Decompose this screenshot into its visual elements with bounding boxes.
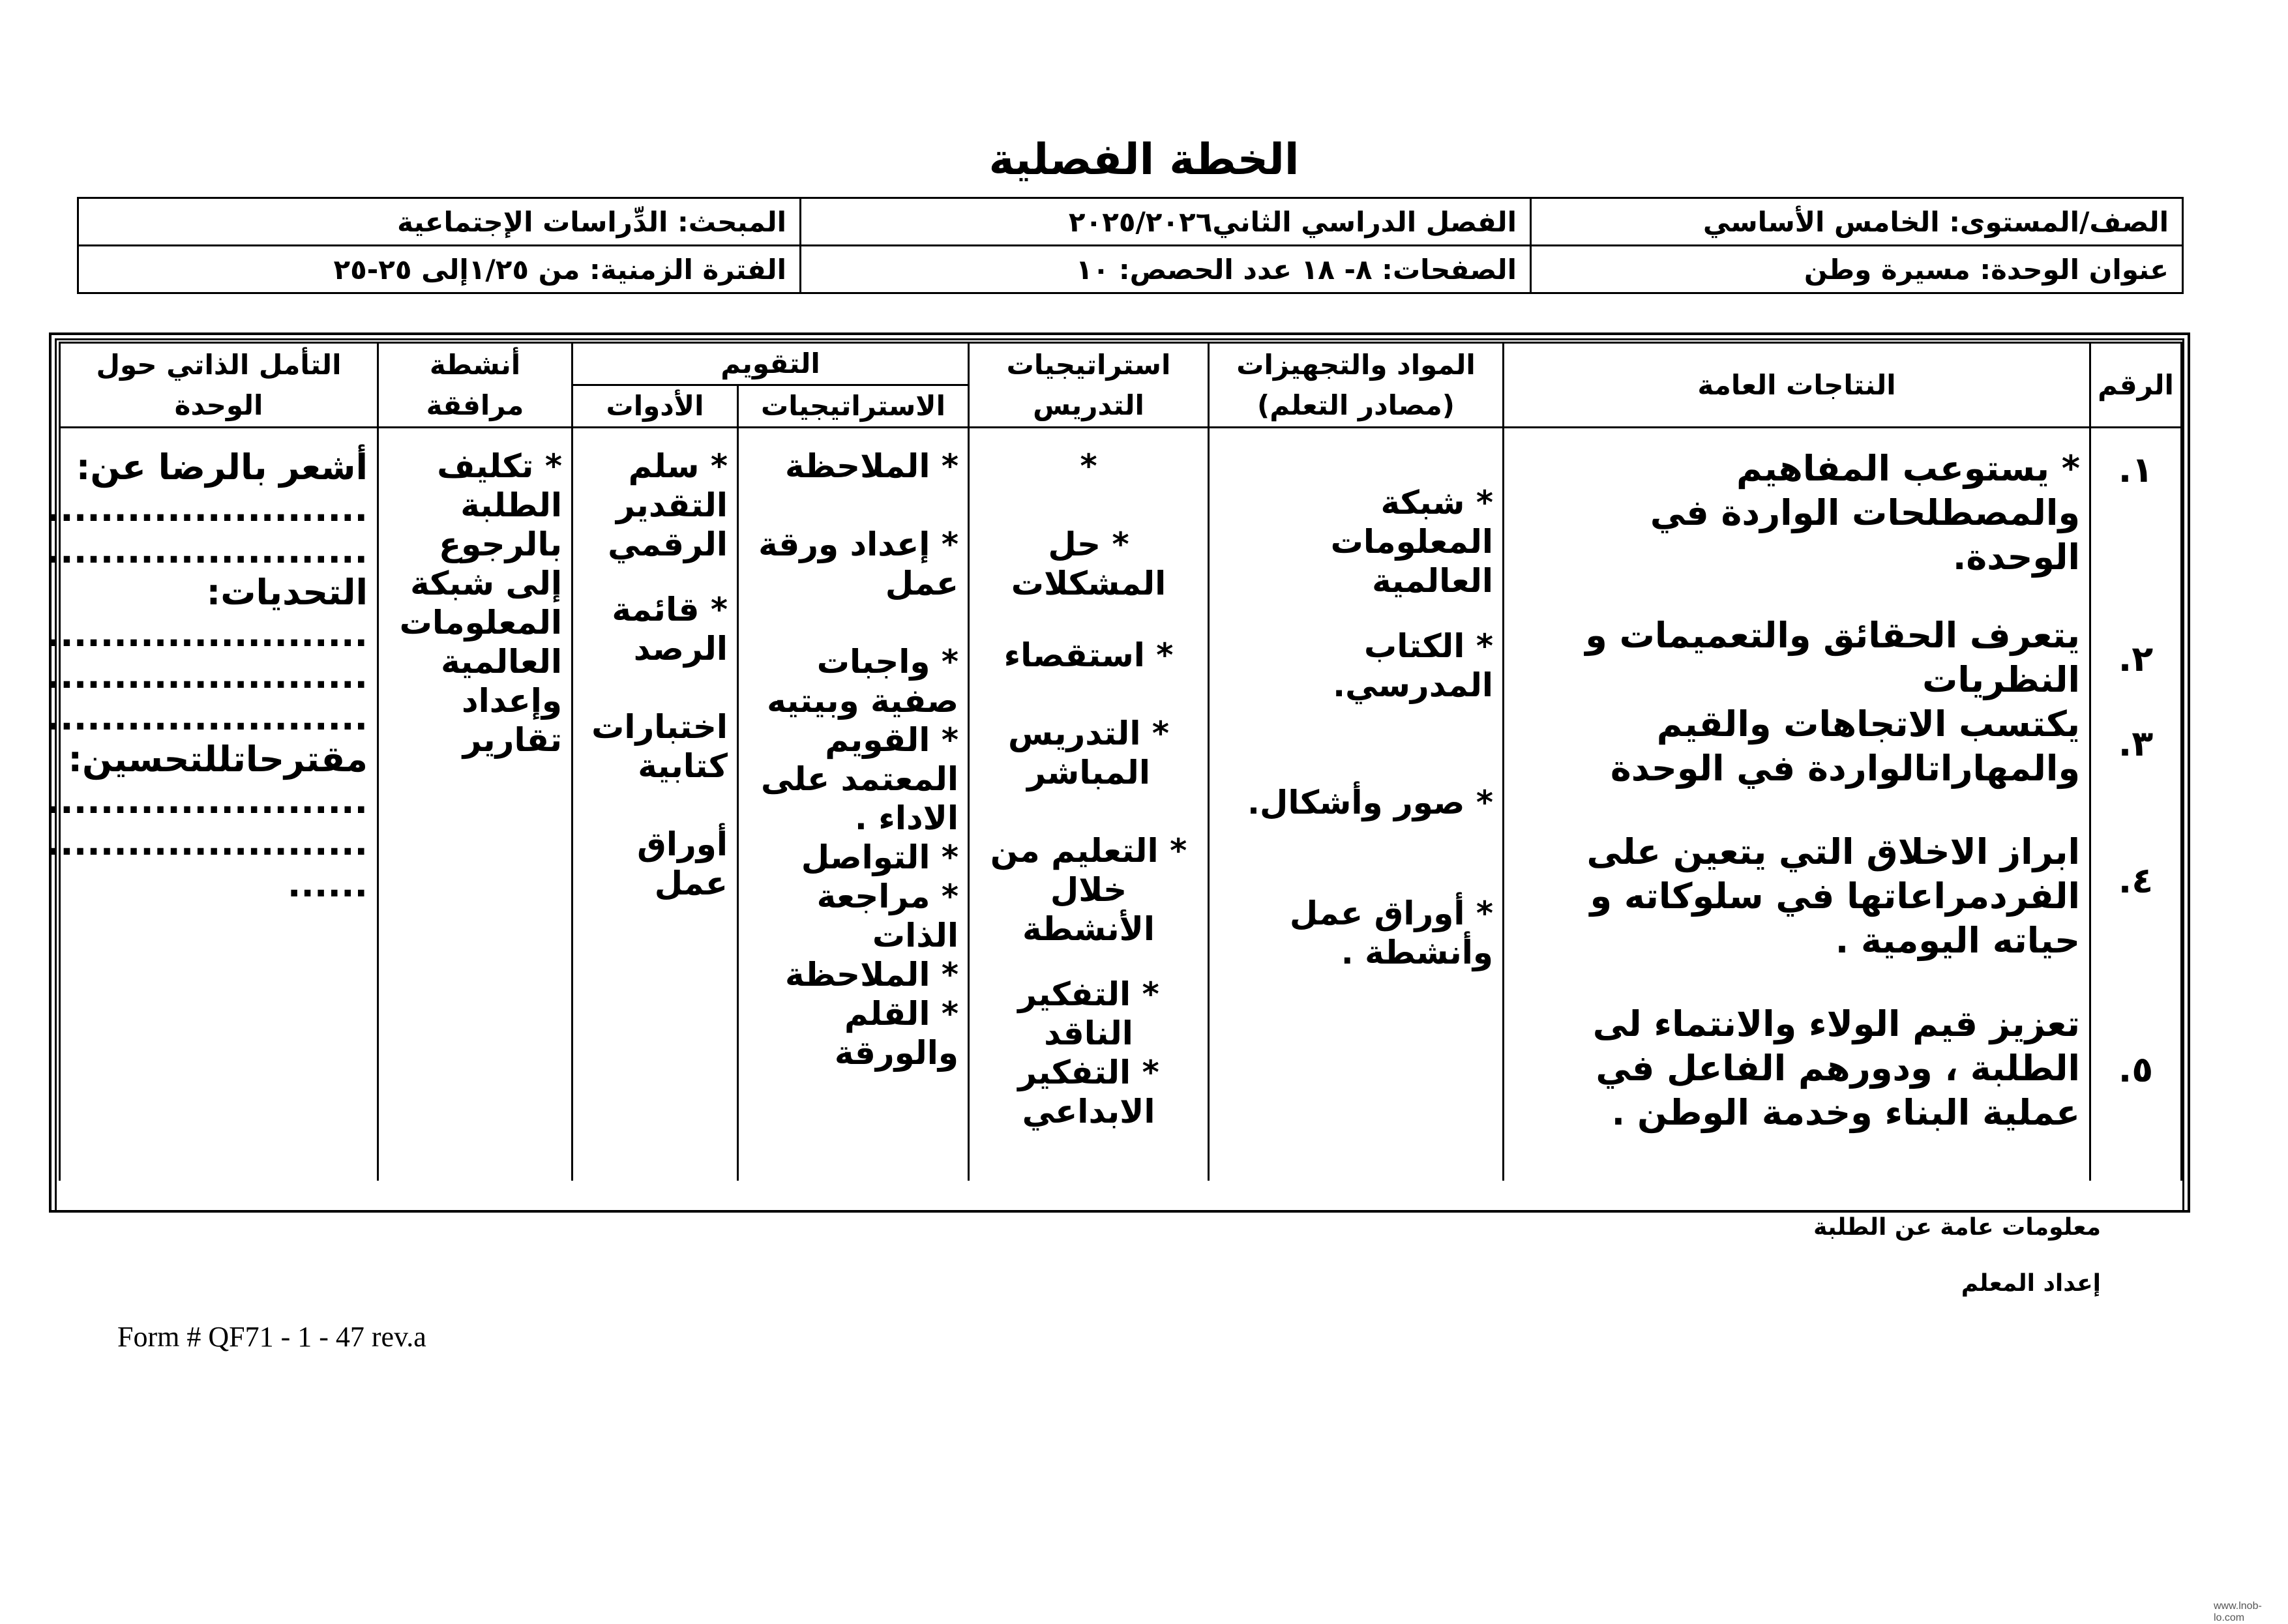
reflection-dots: ........................: [46, 655, 368, 696]
strategy-item: * التعليم من خلال الأنشطة: [990, 832, 1187, 948]
students-info-label: معلومات عامة عن الطلبة: [1813, 1214, 2101, 1241]
strategy-item: *: [1080, 447, 1097, 485]
outcome-text: ابراز الاخلاق التي يتعين على الفردمراعاتها في سلوكاته و حياته اليومية .: [1586, 831, 2081, 961]
header-reflection: التأمل الذاتي حول الوحدة: [60, 343, 378, 428]
semester-cell: الفصل الدراسي الثاني٢٠٢٥/٢٠٢٦: [801, 198, 1531, 246]
outcome-num: ١.: [2118, 449, 2154, 490]
reflection-dots: ......: [287, 864, 368, 905]
assess-strategy-item: * الملاحظة: [785, 447, 959, 485]
assess-tool-item: * قائمة الرصد: [612, 591, 728, 668]
reflection-dots: ........................: [46, 530, 368, 571]
header-activities: أنشطة مرافقة: [378, 343, 572, 428]
header-num: الرقم: [2090, 343, 2182, 428]
reflection-dots: ........................: [46, 697, 368, 738]
period-cell: الفترة الزمنية: من ١/٢٥إلى ٢٥-٢٥: [78, 246, 801, 293]
header-assessment: التقويم: [572, 343, 969, 385]
outcome-text: يكتسب الاتجاهات والقيم والمهاراتالواردة في الوحدة: [1610, 703, 2081, 789]
info-row-1: [78, 198, 2183, 246]
outcomes-column: [1504, 437, 2090, 1181]
header-assess-tools: الأدوات: [572, 385, 738, 428]
outcome-num: ٥.: [2118, 1049, 2154, 1090]
watermark: www.lnob-lo.com: [2214, 1601, 2262, 1623]
separator-row: [60, 428, 2182, 438]
assess-strategies-column: [738, 437, 969, 1181]
reflection-dots: ........................: [46, 780, 368, 821]
assess-tool-item: * سلم التقدير الرقمي: [608, 447, 728, 563]
strategy-item: * استقصاء: [1003, 636, 1174, 674]
assess-strategy-item: * القلم والورقة: [834, 995, 959, 1072]
page-title: الخطة الفصلية: [988, 134, 1300, 185]
materials-column: [1209, 437, 1504, 1181]
form-number: Form # QF71 - 1 - 47 rev.a: [117, 1321, 426, 1353]
unit-cell: عنوان الوحدة: مسيرة وطن: [1531, 246, 2183, 293]
num-column: [2090, 437, 2182, 1181]
assess-tools-column: [572, 437, 738, 1181]
outcome-num: ٢.: [2118, 638, 2154, 679]
header-materials: المواد والتجهيزات (مصادر التعلم): [1209, 343, 1504, 428]
outcome-num: ٣.: [2118, 723, 2154, 764]
material-item: * شبكة المعلومات العالمية: [1330, 484, 1494, 600]
grade-cell: الصف/المستوى: الخامس الأساسي: [1531, 198, 2183, 246]
material-item: * صور وأشكال.: [1247, 784, 1494, 821]
reflection-suggestions: مقترحاتللتحسين:: [68, 739, 368, 780]
reflection-column: [46, 437, 378, 1181]
reflection-challenges: التحديات:: [206, 572, 368, 613]
strategies-column: [969, 437, 1209, 1181]
strategy-item: * التفكير الناقد: [1018, 975, 1159, 1052]
outcome-text: يتعرف الحقائق والتعميمات و النظريات: [1585, 615, 2081, 700]
assess-strategy-item: * الملاحظة: [785, 956, 959, 994]
reflection-dots: ........................: [46, 613, 368, 655]
teacher-label: إعداد المعلم: [1961, 1270, 2101, 1297]
header-strategies: استراتيجيات التدريس: [969, 343, 1209, 428]
assess-strategy-item: * التواصل: [801, 838, 959, 876]
strategy-item: * حل المشكلات: [1011, 525, 1166, 602]
pages-cell: الصفحات: ٨- ١٨ عدد الحصص: ١٠: [801, 246, 1531, 293]
assess-strategy-item: * إعداد ورقة عمل: [758, 525, 959, 602]
strategy-item: * التفكير الابداعي: [1018, 1054, 1159, 1130]
material-item: * أوراق عمل وأنشطة .: [1289, 894, 1494, 971]
activities-text: * تكليف الطلبة بالرجوع إلى شبكة المعلومات العالمية وإعداد تقارير: [399, 447, 562, 759]
material-item: * الكتاب المدرسي.: [1333, 627, 1494, 704]
plan-table: [46, 342, 2182, 1181]
outcome-text: * يستوعب المفاهيم والمصطلحات الواردة في الوحدة.: [1650, 448, 2081, 578]
assess-tool-item: اختبارات كتابية: [591, 708, 728, 785]
outcome-num: ٤.: [2118, 860, 2154, 901]
header-row-1: [60, 343, 2182, 385]
assess-tool-item: أوراق عمل: [637, 825, 728, 902]
header-assess-strategies: الاستراتيجيات: [738, 385, 969, 428]
outcome-text: تعزيز قيم الولاء والانتماء لى الطلبة ، ودورهم الفاعل في عملية البناء وخدمة الوطن .: [1592, 1003, 2081, 1133]
activities-column: [378, 437, 572, 1181]
subject-cell: المبحث: الدِّراسات الإجتماعية: [78, 198, 801, 246]
assess-strategy-item: * مراجعة الذات: [816, 878, 959, 954]
content-row: [60, 437, 2182, 1181]
info-row-2: [78, 246, 2183, 293]
info-table: [77, 197, 2184, 294]
reflection-dots: ........................: [46, 488, 368, 529]
reflection-satisfied: أشعر بالرضا عن:: [76, 447, 368, 488]
assess-strategy-item: * القويم المعتمد على الاداء .: [760, 721, 959, 837]
strategy-item: * التدريس المباشر: [1008, 715, 1170, 791]
assess-strategy-item: * واجبات صفية وبيتيه: [767, 643, 959, 720]
reflection-dots: ........................: [46, 822, 368, 863]
header-outcomes: النتاجات العامة: [1504, 343, 2090, 428]
